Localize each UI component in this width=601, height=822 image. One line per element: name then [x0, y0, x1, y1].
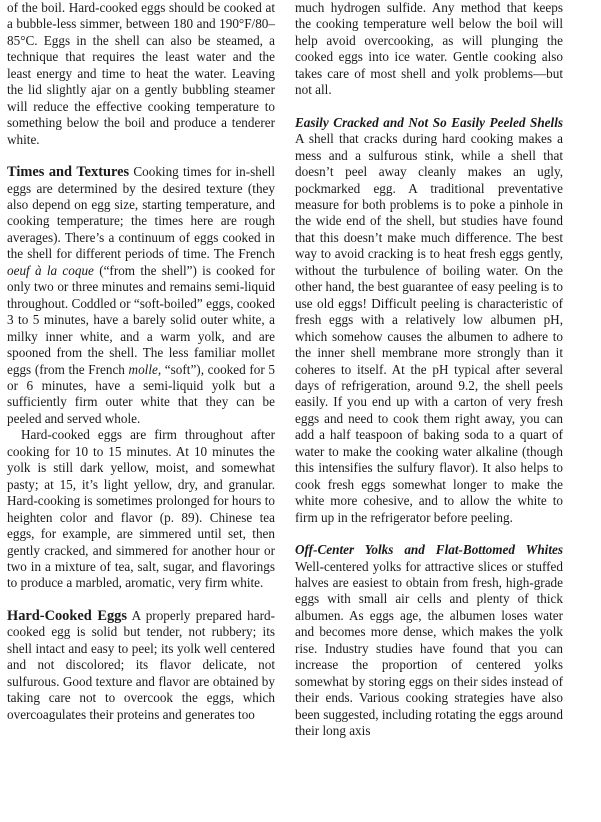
- text-times-a: Cooking times for in-shell eggs are determined by the desired texture (they also depend on egg size, starting temperature, and cooking temperature; the times here are rough averages). There’s a continuum of eggs cooked in the shell for different periods of time. The French: [7, 164, 275, 262]
- text-molle: molle,: [128, 361, 162, 377]
- text-hard-cooked: A properly prepared hard-cooked egg is solid but tender, not rubbery; its shell intact and easy to peel; its yolk well centered and not discolored; its flavor delicate, not sulfurous. Good texture and flavor are obtained by taking care not to overcook the eggs, which overcoagulates their proteins and generates too: [7, 607, 275, 722]
- paragraph-hydrogen-sulfide: much hydrogen sulfide. Any method that keeps the cooking temperature well below the boil will help avoid overcooking, as will plunging the cooked eggs into ice water. Gentle cooking also takes care of most shell and yolk problems—but not all.: [295, 0, 563, 98]
- right-column: [295, 0, 563, 739]
- heading-hard-cooked-eggs: Hard-Cooked Eggs: [7, 607, 127, 624]
- left-column: [7, 0, 275, 723]
- heading-cracked-shells: Easily Cracked and Not So Easily Peeled Shells: [295, 114, 563, 130]
- text-times-c: “soft”), cooked for 5 or 6 minutes, have a semi-liquid yolk but a sufficiently firm outer white that they can be peeled and served whole.: [7, 361, 275, 426]
- paragraph-hard-cooked-firm: Hard-cooked eggs are firm throughout after cooking for 10 to 15 minutes. At 10 minutes the yolk is still dark yellow, moist, and somewhat pasty; at 15, it’s light yellow, dry, and granular. Hard-cooking is sometimes prolonged for hours to heighten color and flavor (p. 89). Chinese tea eggs, for example, are simmered until set, then gently cracked, and simmered for another hour or two in a mixture of tea, salt, sugar, and flavorings to produce a marbled, aromatic, very firm white.: [7, 427, 275, 591]
- heading-off-center-yolks: Off-Center Yolks and Flat-Bottomed Whites: [295, 542, 563, 558]
- text-cracked-shells: A shell that cracks during hard cooking makes a mess and a sulfurous stink, while a shell that doesn’t peel away cleanly makes an ugly, pockmarked egg. A traditional preventative measure for both problems is to poke a pinhole in the wide end of the shell, but studies have found that this doesn’t make much difference. The best way to avoid cracking is to heat fresh eggs gently, without the turbulence of boiling water. On the other hand, the best guarantee of easy peeling is to use old eggs! Difficult peeling is characteristic of fresh eggs with a relatively low albumen pH, which somehow causes the albumen to adhere to the inner shell membrane more strongly than it coheres to itself. At the pH typical after several days of refrigeration, around 9.2, the shell peels easily. If you end up with a carton of very fresh eggs and need to cook them right away, you can add a half teaspoon of baking soda to a quart of water to make the cooking water alkaline (though this intensifies the sulfury flavor). It also helps to cook fresh eggs somewhat longer to make the white more cohesive, and to allow the white to firm up in the refrigerator before peeling.: [295, 131, 563, 525]
- text-off-center-yolks: Well-centered yolks for attractive slices or stuffed halves are easiest to obtain from fresh, high-grade eggs with small air cells and plenty of thick albumen. As eggs age, the albumen loses water and becomes more dense, which makes the yolk rise. Industry studies have found that you can increase the proportion of centered yolks somewhat by storing eggs on their sides instead of their ends. Various cooking strategies have also been suggested, including rotating the eggs around their long axis: [295, 558, 563, 739]
- paragraph-boil: of the boil. Hard-cooked eggs should be cooked at a bubble-less simmer, between 180 and 190°F/80–85°C. Eggs in the shell can also be steamed, a technique that requires the least water and the least energy and time to heat the water. Leaving the lid slightly ajar on a gently bubbling steamer will reduce the effective cooking temperature to something below the boil and produce a tenderer white.: [7, 0, 275, 147]
- section-hard-cooked-eggs: [7, 608, 275, 723]
- section-cracked-shells: [295, 115, 563, 526]
- section-off-center-yolks: [295, 542, 563, 739]
- section-times-and-textures: [7, 164, 275, 427]
- text-times-b: (“from the shell”) is cooked for only two or three minutes and remains semi-liquid throughout. Coddled or “soft-boiled” eggs, cooked 3 to 5 minutes, have a barely solid outer white, a milky inner white, and a warm yolk, and are spooned from the shell. The less familiar mollet eggs (from the French: [7, 262, 276, 377]
- heading-times-and-textures: Times and Textures: [7, 164, 130, 181]
- text-oeuf-a-la-coque: oeuf à la coque: [7, 262, 94, 278]
